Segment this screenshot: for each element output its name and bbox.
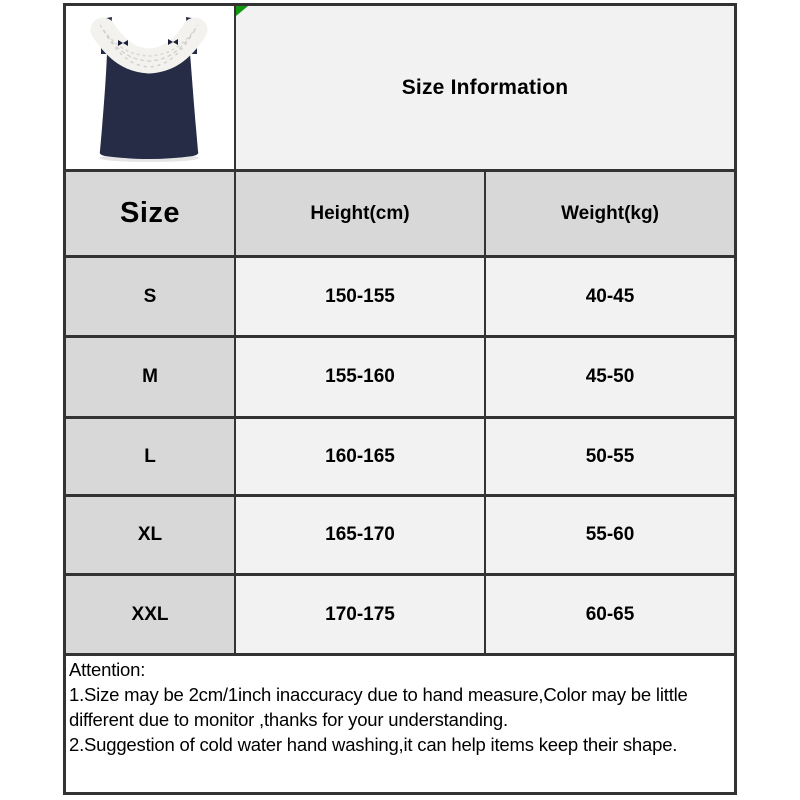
page-title: Size Information <box>401 75 569 99</box>
row-xxl-weight-value: 60-65 <box>486 576 734 656</box>
attention-line-3: 2.Suggestion of cold water hand washing,it can help items keep their shape. <box>69 734 678 755</box>
row-xxl-size-label: XXL <box>66 576 236 656</box>
row-xl-weight-value: 55-60 <box>486 497 734 576</box>
green-corner-triangle-icon <box>236 6 248 16</box>
column-header-size: Size <box>66 172 236 258</box>
row-s-height-value: 150-155 <box>236 258 486 338</box>
row-xl-height-value: 165-170 <box>236 497 486 576</box>
row-m-weight-value: 45-50 <box>486 338 734 419</box>
column-header-weight: Weight(kg) <box>486 172 734 258</box>
attention-note <box>66 656 734 792</box>
row-xxl-height-value: 170-175 <box>236 576 486 656</box>
attention-heading: Attention: <box>69 659 146 680</box>
row-l-height-value: 160-165 <box>236 419 486 497</box>
row-s-size-label: S <box>66 258 236 338</box>
row-l-size-label: L <box>66 419 236 497</box>
size-chart-table <box>63 3 737 795</box>
row-m-height-value: 155-160 <box>236 338 486 419</box>
attention-line-1: 1.Size may be 2cm/1inch inaccuracy due to hand measure,Color may be little <box>69 684 688 705</box>
row-s-weight-value: 40-45 <box>486 258 734 338</box>
size-information-header-cell <box>236 6 734 172</box>
column-header-height: Height(cm) <box>236 172 486 258</box>
row-l-weight-value: 50-55 <box>486 419 734 497</box>
row-m-size-label: M <box>66 338 236 419</box>
dress-illustration <box>66 6 234 169</box>
product-image <box>66 6 236 172</box>
row-xl-size-label: XL <box>66 497 236 576</box>
attention-line-2: different due to monitor ,thanks for your understanding. <box>69 709 508 730</box>
